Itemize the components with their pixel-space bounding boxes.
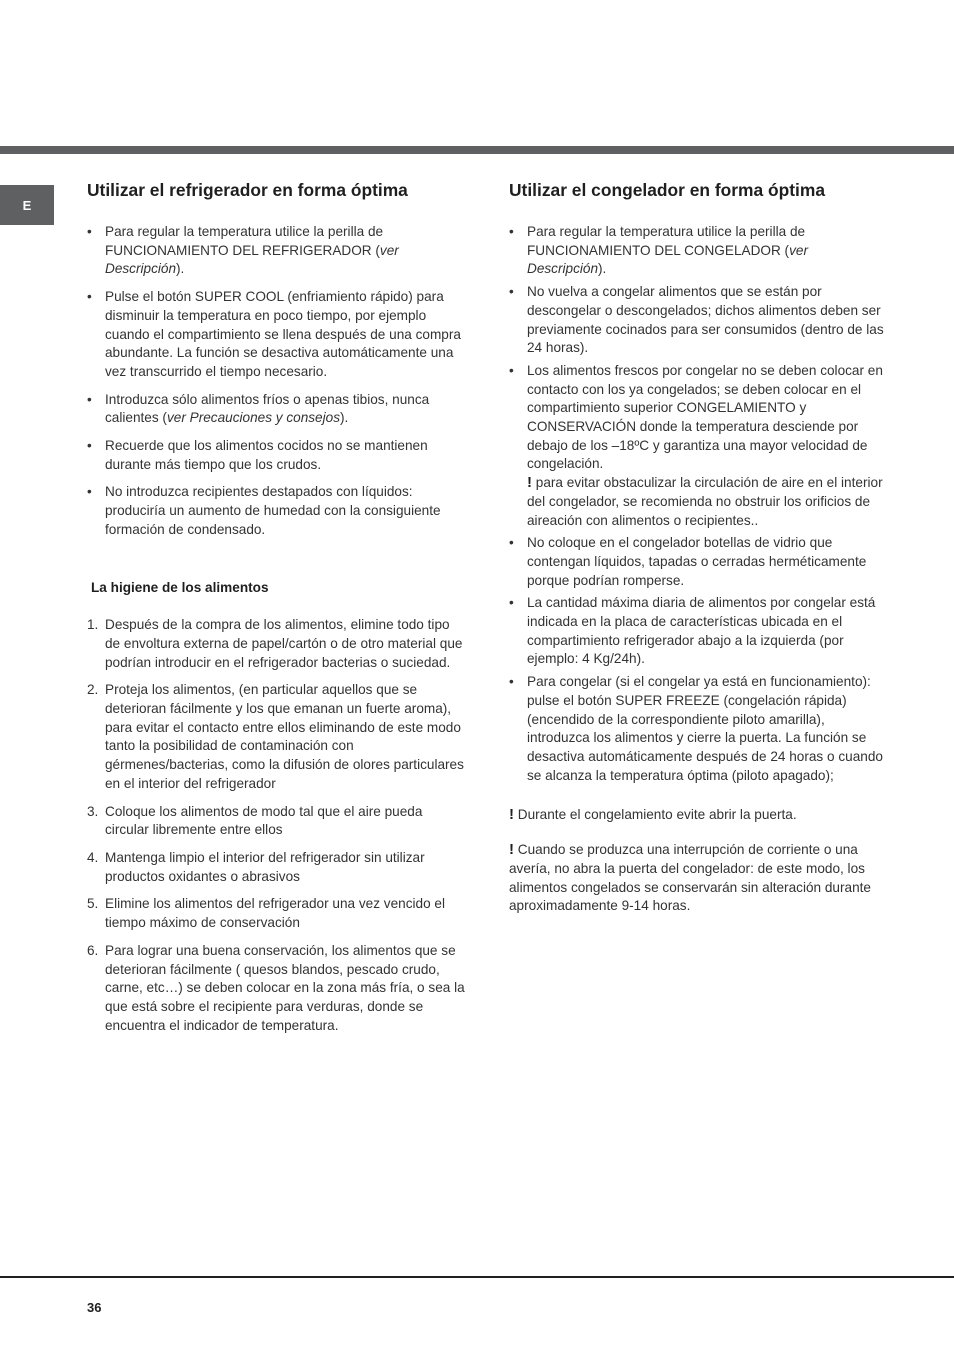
warning-icon: ! [527,474,532,492]
list-item: • Pulse el botón SUPER COOL (enfriamiento rápido) para disminuir la temperatura en poco tiempo, por ejemplo cuando el compartimiento se llena después de una compra abundante. La función se desactiva automáticamente una vez transcurrido el tiempo necesario. [87,288,467,382]
list-item: 6. Para lograr una buena conservación, los alimentos que se deterioran fácilmente ( quesos blandos, pescado crudo, carne, etc…) se deben colocar en la zona más fría, o sea la que está sobre el recipiente para verduras, donde se encuentra el indicador de temperatura. [87,942,465,1033]
list-item: • No coloque en el congelador botellas de vidrio que contengan líquidos, tapadas o cerradas herméticamente porque podrían romperse. [509,534,889,590]
list-item: 4. Mantenga limpio el interior del refrigerador sin utilizar productos oxidantes o abrasivos [87,849,425,884]
list-item: 2. Proteja los alimentos, (en particular aquellos que se deterioran fácilmente y los que emanan un fuerte aroma), para evitar el contacto entre ellos eliminando de este modo tanto la posibilidad de contaminación con gérmenes/bacterias, como la difusión de olores particulares en el interior del refrigerador [87,682,464,791]
list-item: 1. Después de la compra de los alimentos, elimine todo tipo de envoltura externa de papel/cartón o de otro material que podrían introducir en el refrigerador bacterias o suciedad. [87,617,463,670]
list-item: • Introduzca sólo alimentos fríos o apenas tibios, nunca calientes (ver Precauciones y consejos). [87,391,467,428]
list-item: • No introduzca recipientes destapados con líquidos: produciría un aumento de humedad con la consiguiente formación de condensado. [87,483,467,539]
refrigerator-bullets [87,223,467,540]
list-item: • Para congelar (si el congelar ya está en funcionamiento): pulse el botón SUPER FREEZE (congelación rápida) (encendido de la correspondiente piloto amarilla), introduzca los alimentos y cierre la puerta. La función se desactiva automáticamente después de 24 horas o cuando se alcanza la temperatura óptima (piloto apagado); [509,673,889,785]
warning-note: ! Durante el congelamiento evite abrir la puerta. [509,806,797,824]
food-hygiene-list [87,616,467,1035]
refrigerator-heading: Utilizar el refrigerador en forma óptima [87,180,408,200]
list-item: 5. Elimine los alimentos del refrigerador una vez vencido el tiempo máximo de conservación [87,896,446,931]
freezer-heading: Utilizar el congelador en forma óptima [509,180,825,200]
top-rule [0,146,954,154]
list-item: • Los alimentos frescos por congelar no se deben colocar en contacto con los ya congelados; se deben colocar en el compartimiento superior CONGELAMIENTO y CONSERVACIÓN donde la temperatura desciende por debajo de los –18ºC y garantiza una mayor velocidad de congelación. ! para evitar obstaculizar la circulación de aire en el interior del congelador, se recomienda no obstruir los orificios de aireación con alimentos o recipientes.. [509,362,889,530]
warning-note: ! Cuando se produzca una interrupción de corriente o una avería, no abra la puerta del congelador: de este modo, los alimentos congelados se conservarán sin alteración durante aproximadamente 9-14 horas. [509,841,871,914]
list-item: • Recuerde que los alimentos cocidos no se mantienen durante más tiempo que los crudos. [87,437,467,474]
freezer-column [509,178,889,916]
warning-note: ! para evitar obstaculizar la circulación de aire en el interior del congelador, se recomienda no obstruir los orificios de aireación con alimentos o recipientes.. [527,474,883,528]
language-label: E [22,197,32,213]
list-item: • No vuelva a congelar alimentos que se están por descongelar o descongelados; dichos alimentos deben ser previamente cocinados para ser consumidos (dentro de las 24 horas). [509,283,889,358]
refrigerator-column [87,178,467,1044]
list-item: • Para regular la temperatura utilice la perilla de FUNCIONAMIENTO DEL CONGELADOR (ver Descripción). [509,223,889,279]
warning-icon: ! [509,806,514,824]
language-tab [0,185,54,225]
list-item: 3. Coloque los alimentos de modo tal que el aire pueda circular libremente entre ellos [87,803,423,838]
food-hygiene-heading: La higiene de los alimentos [91,579,269,595]
list-item: • La cantidad máxima diaria de alimentos por congelar está indicada en la placa de características ubicada en el compartimiento refrigerador abajo a la izquierda (por ejemplo: 4 Kg/24h). [509,594,889,669]
warning-icon: ! [509,841,514,859]
list-item: • Para regular la temperatura utilice la perilla de FUNCIONAMIENTO DEL REFRIGERADOR (ver Descripción). [87,223,467,279]
page-number: 36 [87,1300,102,1315]
freezer-bullets [509,223,889,785]
bottom-rule [0,1276,954,1278]
